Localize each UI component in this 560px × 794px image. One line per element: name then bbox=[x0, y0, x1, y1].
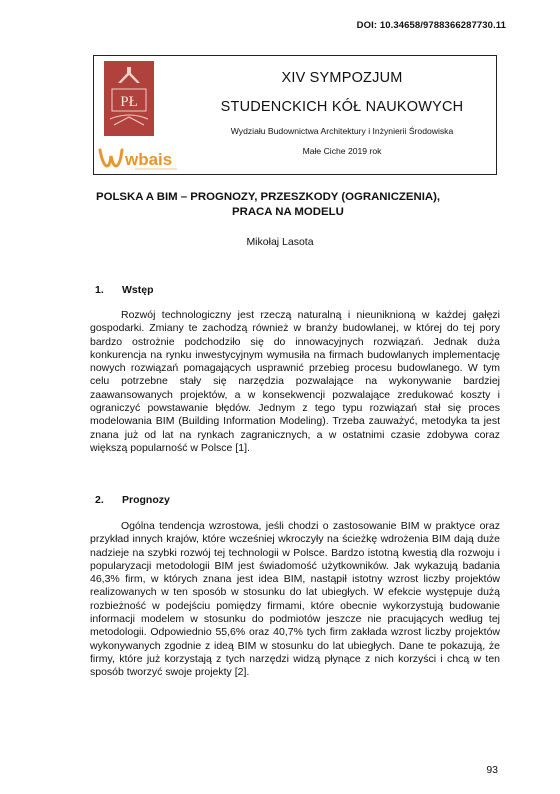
section-title: Wstęp bbox=[122, 284, 154, 296]
author-name: Mikołaj Lasota bbox=[246, 236, 314, 248]
doi-text: DOI: 10.34658/9788366287730.11 bbox=[356, 20, 506, 31]
wbais-logo bbox=[97, 144, 183, 172]
place-year: Małe Ciche 2019 rok bbox=[302, 146, 382, 156]
symposium-header bbox=[93, 55, 497, 175]
paper-title-line1: POLSKA A BIM – PROGNOZY, PRZESZKODY (OGRANICZENIA), bbox=[96, 191, 441, 203]
university-logo bbox=[104, 61, 154, 136]
paper-title-line2: PRACA NA MODELU bbox=[232, 206, 344, 218]
section-heading bbox=[95, 284, 154, 296]
page-number: 93 bbox=[486, 764, 498, 776]
wbais-logo-text: wbais bbox=[125, 150, 173, 169]
symposium-subtitle: STUDENCKICH KÓŁ NAUKOWYCH bbox=[220, 99, 464, 115]
logo-letters: PŁ bbox=[120, 94, 138, 110]
section-paragraph: Rozwój technologiczny jest rzeczą naturalną i nieuniknioną w każdej gałęzi gospodarki. Zmiany te zachodzą również w branży budowlanej, w której do tej pory bardzo ostrożnie podchodziło się do innowacyjnych rozwiązań. Jednak duża konkurencja na rynku inwestycyjnym wymusiła na firmach budowlanych implementację nowych rozwiązań pomagających usprawnić przebieg procesu budowlanego. W tym celu potrzebne stały się narzędzia pozwalające na wykonywanie bardziej zaawansowanych projektów, a w konsekwencji pozwalające zredukować koszty i ograniczyć powstawanie błędów. Jednym z tego typu rozwiązań stał się proces modelowania BIM (Building Information Modeling). Trzeba zauważyć, metodyka ta jest znana już od lat na rynkach zagranicznych, a w ostatnimi czasie zdobywa coraz większą popularność w Polsce [1]. bbox=[90, 309, 500, 454]
section-paragraph: Ogólna tendencja wzrostowa, jeśli chodzi o zastosowanie BIM w praktyce oraz przykład innych krajów, które wcześniej wkroczyły na ścieżkę wdrożenia BIM dają duże nadzieje na szybki rozwój tej technologii w Polsce. Bardzo istotną kwestią dla rozwoju i popularyzacji metodologii BIM jest świadomość użytkowników. Jak wykazują badania 46,3% firm, w których znana jest idea BIM, nastąpił istotny wzrost liczby projektów realizowanych w ten sposób w stosunku do lat ubiegłych. W efekcie występuje dużą rozbieżność w podejściu pomiędzy firmami, które obecnie wykorzystują budowanie informacji modelem w stosunku do podmiotów jeszcze nie pracujących według tej metodologii. Odpowiednio 55,6% oraz 40,7% tych firm zakłada wzrost liczby projektów wykonywanych zgodnie z ideą BIM w stosunku do lat ubiegłych. Dane te pokazują, że firmy, które już korzystają z tych narzędzi widzą płynące z nich korzyści i chcą w ten sposób tworzyć swoje projekty [2]. bbox=[90, 520, 500, 679]
symposium-title: XIV SYMPOZJUM bbox=[281, 70, 403, 86]
faculty-name: Wydziału Budownictwa Architektury i Inżynierii Środowiska bbox=[230, 126, 454, 136]
section-number: 1. bbox=[95, 284, 104, 296]
section-number: 2. bbox=[95, 494, 104, 506]
paper-title bbox=[96, 190, 506, 220]
section-title: Prognozy bbox=[122, 494, 170, 506]
section-heading bbox=[95, 494, 170, 506]
